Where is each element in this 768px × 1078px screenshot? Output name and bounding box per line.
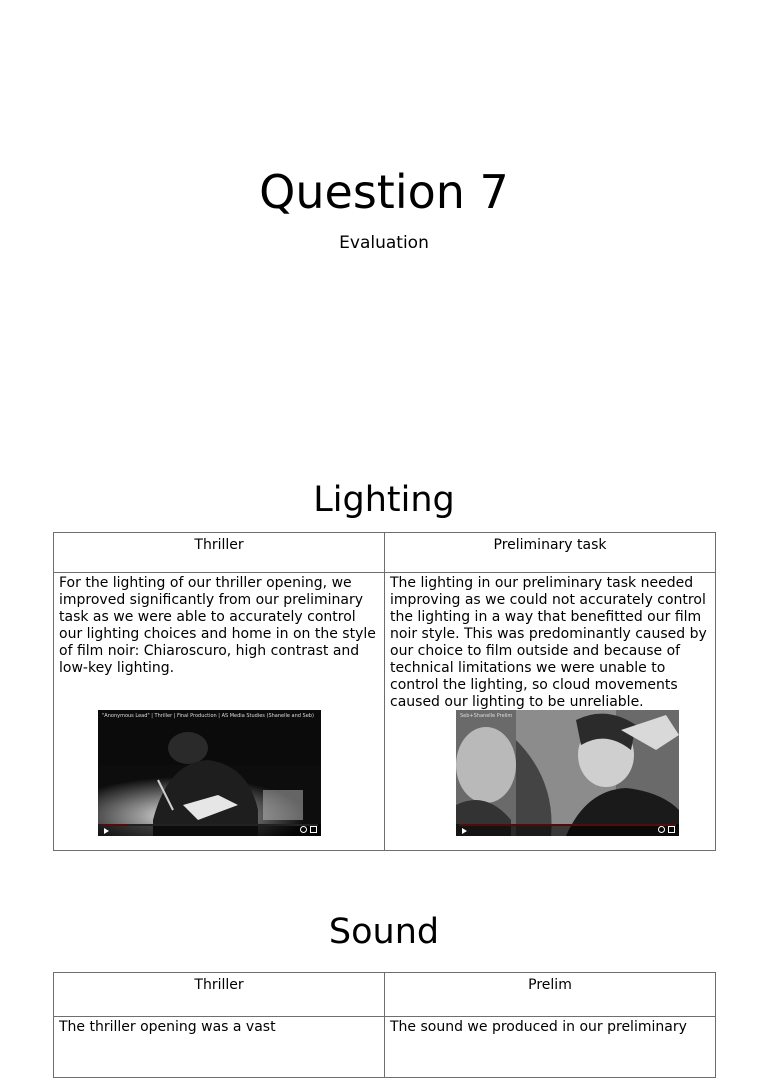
thriller-video-title: "Anonymous Lead" | Thriller | Final Production | AS Media Studies (Shanelle and Seb) [102, 713, 314, 719]
sound-thriller-text: The thriller opening was a vast [59, 1019, 276, 1035]
play-icon[interactable] [462, 828, 467, 834]
page-title: Question 7 [259, 165, 509, 219]
prelim-video[interactable] [456, 710, 679, 836]
sound-table [53, 972, 716, 1078]
gear-icon[interactable] [300, 826, 307, 833]
thriller-video-frame [98, 710, 321, 836]
prelim-video-frame [456, 710, 679, 836]
lighting-prelim-text: The lighting in our preliminary task needed improving as we could not accurately control the lighting in a way that benefitted our film noir style. This was predominantly caused by our choice to film outside and because of technical limitations we were unable to control the lighting, so cloud movements caused our lighting to be unreliable. [390, 575, 707, 710]
lighting-table [53, 532, 716, 851]
sound-prelim-cell [385, 1017, 716, 1078]
lighting-thriller-text: For the lighting of our thriller opening, we improved significantly from our preliminary task as we were able to accurately control our lighting choices and home in on the style of film noir: Chiaroscuro, high contrast and low-key lighting. [59, 575, 376, 676]
lighting-col-prelim: Preliminary task [385, 533, 716, 573]
gear-icon[interactable] [658, 826, 665, 833]
fullscreen-icon[interactable] [310, 826, 317, 833]
sound-col-prelim: Prelim [385, 973, 716, 1017]
sound-thriller-cell [54, 1017, 385, 1078]
page-subtitle: Evaluation [339, 233, 429, 253]
lighting-heading: Lighting [313, 480, 455, 520]
prelim-video-controls [456, 824, 679, 836]
lighting-col-thriller: Thriller [54, 533, 385, 573]
thriller-video[interactable] [98, 710, 321, 836]
sound-col-thriller: Thriller [54, 973, 385, 1017]
lighting-thriller-cell [54, 573, 385, 851]
sound-heading: Sound [328, 912, 440, 952]
thriller-video-controls [98, 824, 321, 836]
fullscreen-icon[interactable] [668, 826, 675, 833]
prelim-video-title: Seb+Shanelle Prelim [460, 713, 513, 719]
sound-prelim-text: The sound we produced in our preliminary [390, 1019, 687, 1035]
lighting-prelim-cell [385, 573, 716, 851]
play-icon[interactable] [104, 828, 109, 834]
